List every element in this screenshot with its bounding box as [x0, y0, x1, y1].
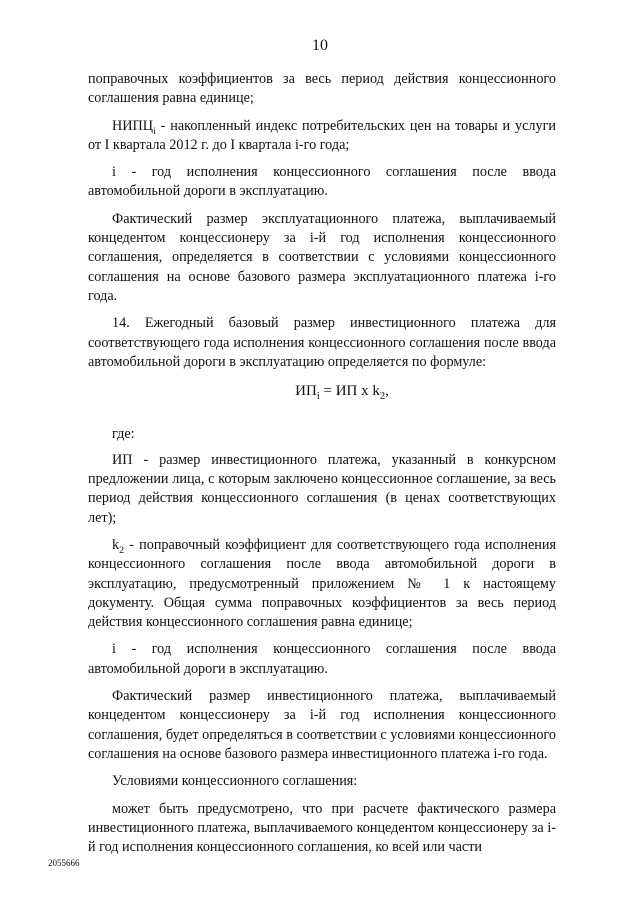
paragraph: Фактический размер эксплуатационного платежа, выплачиваемый концедентом концессионеру за i-й год исполнения концессионного соглашения, определяется в соответствии с условиями концессионного соглашения на основе базового размера эксплуатационного платежа i-го года.: [88, 210, 556, 304]
paragraph: i - год исполнения концессионного соглашения после ввода автомобильной дороги в эксплуатацию.: [88, 164, 556, 200]
paragraph-text: - накопленный индекс потребительских цен на товары и услуги от I квартала 2012 г. до I квартала i-го года;: [88, 117, 556, 153]
formula-mid: = ИП x k: [319, 383, 380, 400]
paragraph-item-14: 14. Ежегодный базовый размер инвестиционного платежа для соответствующего года исполнения концессионного соглашения после ввода автомобильной дороги в эксплуатацию определяется по формуле:: [88, 315, 556, 370]
subscript: i: [152, 125, 156, 137]
term: k: [112, 536, 120, 553]
subscript: 2: [119, 544, 125, 556]
footer-code: 2055666: [48, 858, 80, 868]
formula-end: ,: [385, 383, 389, 400]
term: НИПЦ: [112, 117, 153, 134]
page-number: 10: [312, 37, 328, 54]
paragraph: может быть предусмотрено, что при расчете фактического размера инвестиционного платежа, выплачиваемого концедентом концессионеру за i-й год исполнения концессионного соглашения, ко всей или части: [88, 800, 556, 856]
formula: [88, 382, 556, 401]
paragraph-text: - поправочный коэффициент для соответствующего года исполнения концессионного соглашения после ввода автомобильной дороги в эксплуатацию, предусмотренный приложением № 1 к настоящему документу. Общая сумма поправочных коэффициентов за весь период действия концессионного соглашения равна единице;: [88, 536, 556, 631]
formula-lhs: ИП: [295, 383, 317, 400]
paragraph: поправочных коэффициентов за весь период действия концессионного соглашения равна единице;: [88, 71, 556, 107]
paragraph-nipc: [88, 117, 556, 156]
subscript: i: [316, 391, 320, 403]
paragraph: ИП - размер инвестиционного платежа, указанный в конкурсном предложении лица, с которым заключено концессионное соглашение, за весь период действия концессионного соглашения (в ценах соответствующих лет);: [88, 451, 556, 526]
paragraph: Фактический размер инвестиционного платежа, выплачиваемый концедентом концессионеру за i-й год исполнения концессионного соглашения, будет определяться в соответствии с условиями концессионного соглашения на основе базового размера инвестиционного платежа i-го года.: [88, 688, 556, 762]
where-label: где:: [112, 426, 135, 443]
subscript: 2: [379, 391, 386, 403]
document-body: [88, 70, 556, 865]
paragraph: i - год исполнения концессионного соглашения после ввода автомобильной дороги в эксплуатацию.: [88, 641, 556, 677]
paragraph: Условиями концессионного соглашения:: [112, 773, 358, 790]
paragraph-k2: [88, 536, 556, 632]
